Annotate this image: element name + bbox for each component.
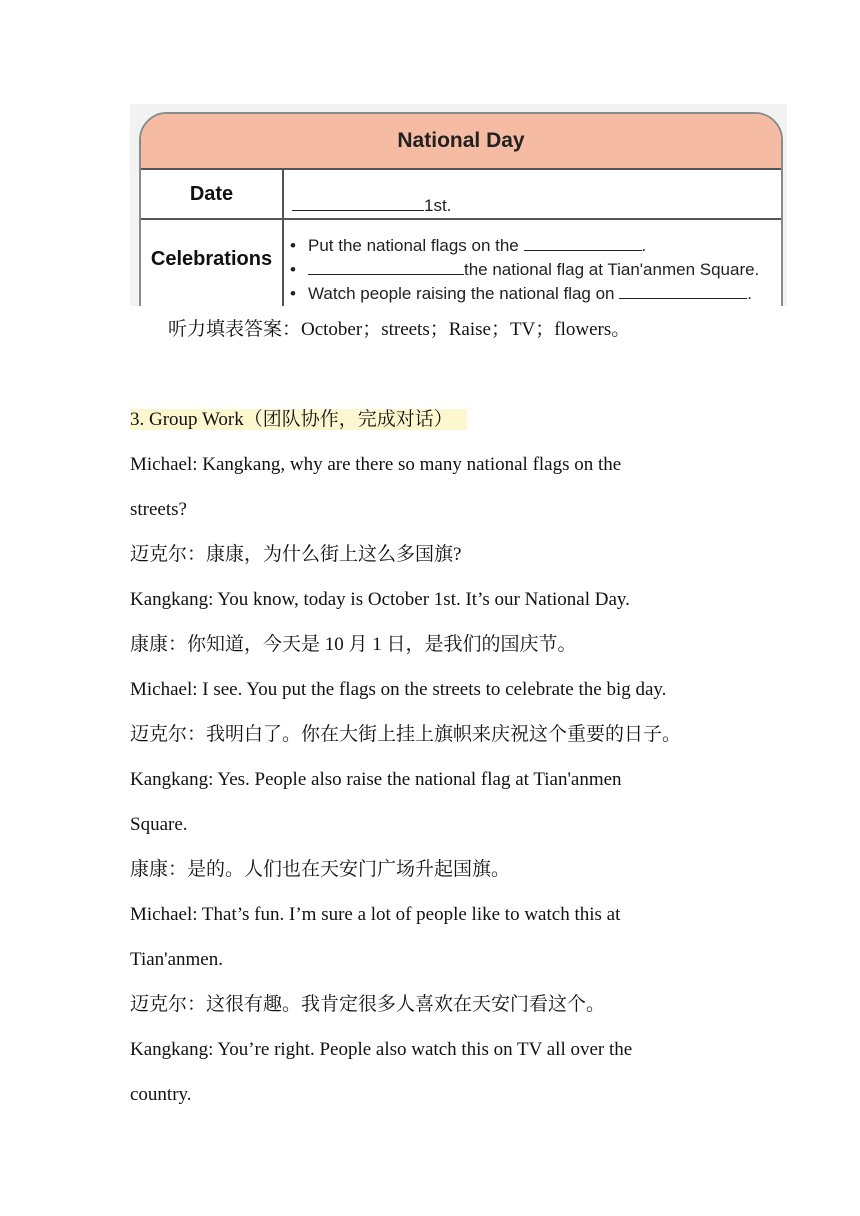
dialogue-line: Tian'anmen. <box>130 949 223 970</box>
dialogue-line: Kangkang: Yes. People also raise the national flag at Tian'anmen <box>130 769 622 790</box>
dialogue-line: Square. <box>130 814 188 835</box>
celebrations-list <box>284 220 781 306</box>
answer-blank <box>308 274 464 275</box>
dialogue-line: Michael: That’s fun. I’m sure a lot of people like to watch this at <box>130 904 621 925</box>
date-suffix: 1st. <box>424 196 452 215</box>
dialogue-line: 迈克尔：这很有趣。我肯定很多人喜欢在天安门看这个。 <box>130 994 606 1015</box>
celebrations-label: Celebrations <box>141 220 284 306</box>
dialogue-line: streets? <box>130 499 187 520</box>
date-row <box>141 170 781 220</box>
answer-blank <box>619 298 747 299</box>
celebration-item: • the national flag at Tian'anmen Square. <box>290 258 781 282</box>
answer-key: 听力填表答案：October；streets；Raise；TV；flowers。 <box>168 319 631 340</box>
dialogue-line: 迈克尔：康康，为什么街上这么多国旗? <box>130 544 462 565</box>
dialogue-line: 康康：是的。人们也在天安门广场升起国旗。 <box>130 859 511 880</box>
national-day-table-figure <box>130 104 787 306</box>
dialogue-line: Kangkang: You know, today is October 1st. It’s our National Day. <box>130 589 630 610</box>
bullet-icon: • <box>290 260 296 279</box>
dialogue-line: Kangkang: You’re right. People also watch this on TV all over the <box>130 1039 633 1060</box>
celebration-item: • Put the national flags on the . <box>290 234 781 258</box>
section-heading: 3. Group Work（团队协作，完成对话） <box>130 409 467 430</box>
dialogue-line: Michael: I see. You put the flags on the streets to celebrate the big day. <box>130 679 667 700</box>
national-day-table <box>139 112 783 306</box>
dialogue-line: Michael: Kangkang, why are there so many national flags on the <box>130 454 622 475</box>
date-label: Date <box>141 170 284 218</box>
bullet-icon: • <box>290 284 296 303</box>
date-blank <box>292 210 424 211</box>
dialogue-line: country. <box>130 1084 192 1105</box>
celebration-item: • Watch people raising the national flag on . <box>290 282 781 306</box>
table-title: National Day <box>141 114 781 170</box>
dialogue-line: 康康：你知道，今天是 10 月 1 日，是我们的国庆节。 <box>130 634 577 655</box>
bullet-icon: • <box>290 236 296 255</box>
dialogue-line: 迈克尔：我明白了。你在大街上挂上旗帜来庆祝这个重要的日子。 <box>130 724 682 745</box>
celebrations-row <box>141 220 781 306</box>
answer-blank <box>524 250 642 251</box>
